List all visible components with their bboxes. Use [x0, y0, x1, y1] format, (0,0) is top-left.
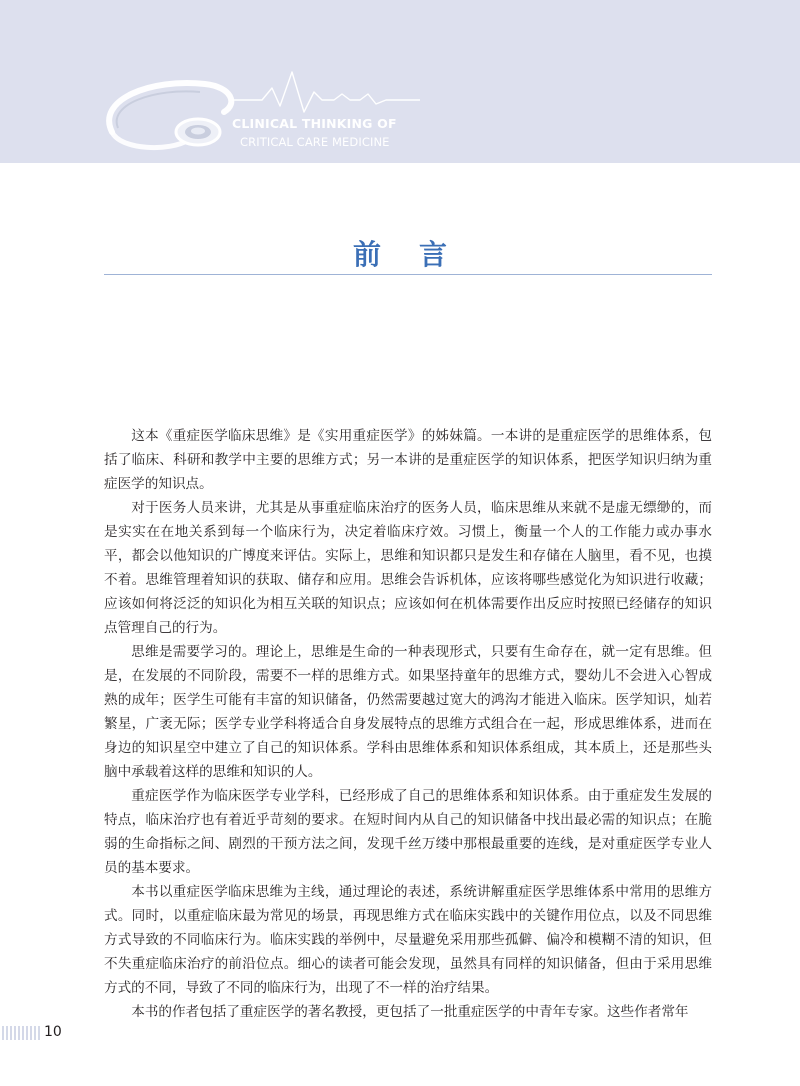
- series-logo-line2: CRITICAL CARE MEDICINE: [240, 135, 390, 149]
- paragraph: 这本《重症医学临床思维》是《实用重症医学》的姊妹篇。一本讲的是重症医学的思维体系，包括了临床、科研和教学中主要的思维方式；另一本讲的是重症医学的知识体系，把医学知识归纳为重症医学的知识点。: [104, 428, 712, 492]
- header-band: [0, 0, 800, 163]
- page-number: 10: [44, 1024, 62, 1040]
- paragraph: 思维是需要学习的。理论上，思维是生命的一种表现形式，只要有生命存在，就一定有思维。但是，在发展的不同阶段，需要不一样的思维方式。如果坚持童年的思维方式，婴幼儿不会进入心智成熟的成年；医学生可能有丰富的知识储备，仍然需要越过宽大的鸿沟才能进入临床。医学知识，灿若繁星，广袤无际；医学专业学科将适合自身发展特点的思维方式组合在一起，形成思维体系，进而在身边的知识星空中建立了自己的知识体系。学科由思维体系和知识体系组成，其本质上，还是那些头脑中承载着这样的思维和知识的人。: [104, 644, 712, 780]
- paragraph: 本书以重症医学临床思维为主线，通过理论的表述，系统讲解重症医学思维体系中常用的思维方式。同时，以重症临床最为常见的场景，再现思维方式在临床实践中的关键作用位点，以及不同思维方式导致的不同临床行为。临床实践的举例中，尽量避免采用那些孤僻、偏冷和模糊不清的知识，但不失重症临床治疗的前沿位点。细心的读者可能会发现，虽然具有同样的知识储备，但由于采用思维方式的不同，导致了不同的临床行为，出现了不一样的治疗结果。: [104, 884, 712, 996]
- paragraph: 重症医学作为临床医学专业学科，已经形成了自己的思维体系和知识体系。由于重症发生发展的特点，临床治疗也有着近乎苛刻的要求。在短时间内从自己的知识储备中找出最必需的知识点；在脆弱的生命指标之间、剧烈的干预方法之间，发现千丝万缕中那根最重要的连线，是对重症医学专业人员的基本要求。: [104, 788, 712, 876]
- paragraph: 对于医务人员来讲，尤其是从事重症临床治疗的医务人员，临床思维从来就不是虚无缥缈的，而是实实在在地关系到每一个临床行为，决定着临床疗效。习惯上，衡量一个人的工作能力或办事水平，都会以他知识的广博度来评估。实际上，思维和知识都只是发生和存储在人脑里，看不见，也摸不着。思维管理着知识的获取、储存和应用。思维会告诉机体，应该将哪些感觉化为知识进行收藏；应该如何将泛泛的知识化为相互关联的知识点；应该如何在机体需要作出反应时按照已经储存的知识点管理自己的行为。: [104, 500, 712, 636]
- paragraph: 本书的作者包括了重症医学的著名教授，更包括了一批重症医学的中青年专家。这些作者常年: [131, 1004, 689, 1020]
- page-title: 前言: [352, 238, 485, 271]
- title-divider: [104, 274, 712, 275]
- body-text: [104, 424, 712, 1024]
- series-logo-line1: CLINICAL THINKING OF: [232, 116, 397, 131]
- page-tick-marks: [0, 1024, 42, 1042]
